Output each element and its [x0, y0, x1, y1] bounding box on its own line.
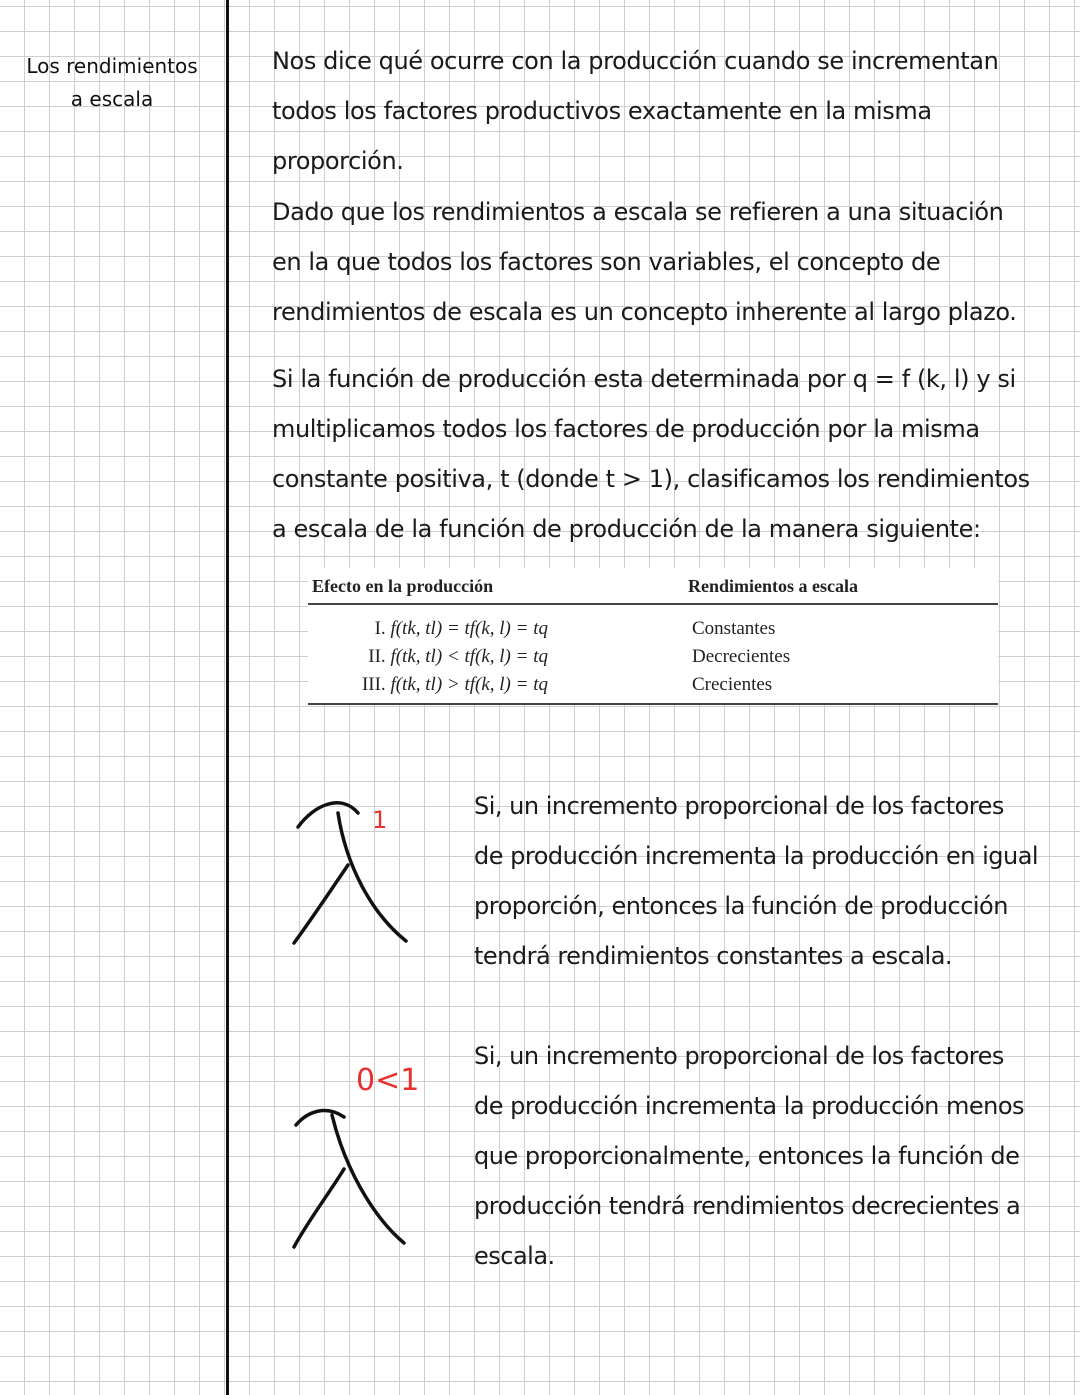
row-expression: I. f(tk, tl) = tf(k, l) = tq: [374, 618, 548, 639]
constant-returns-paragraph: Si, un incremento proporcional de los factores de producción incrementa la producción en igual proporción, entonces la función de producción tendrá rendimientos constantes a escala.: [474, 792, 1039, 970]
returns-table: [308, 568, 998, 705]
row-expression: II. f(tk, tl) < tf(k, l) = tq: [368, 646, 548, 667]
row-label: Decrecientes: [692, 646, 791, 667]
table-row: [308, 615, 998, 643]
margin-line: [226, 0, 229, 1395]
section-title-line1: Los rendimientos: [26, 54, 198, 78]
row-label: Constantes: [692, 618, 776, 639]
returns-table-body: [308, 605, 998, 705]
table-row: [308, 671, 998, 699]
long-run-paragraph: Dado que los rendimientos a escala se refieren a una situación en la que todos los factores son variables, el concepto de rendimientos de escala es un concepto inherente al largo plazo.: [272, 198, 1017, 326]
lambda-note-1: 1: [372, 806, 388, 834]
section-title: [22, 50, 202, 116]
section-title-line2: a escala: [70, 87, 154, 111]
lambda-icon: [286, 795, 416, 955]
classification-paragraph: Si la función de producción esta determinada por q = f (k, l) y si multiplicamos todos los factores de producción por la misma constante positiva, t (donde t > 1), clasificamos los rendimientos a escala de la función de producción de la manera siguiente:: [272, 365, 1030, 543]
row-expression: III. f(tk, tl) > tf(k, l) = tq: [361, 674, 548, 695]
table-row: [308, 643, 998, 671]
lambda-icon: [286, 1103, 416, 1253]
lambda-note-2: 0<1: [356, 1063, 420, 1098]
returns-table-header: [308, 568, 998, 605]
row-label: Crecientes: [692, 674, 773, 695]
header-effect: Efecto en la producción: [312, 576, 494, 596]
decreasing-returns-paragraph: Si, un incremento proporcional de los factores de producción incrementa la producción menos que proporcionalmente, entonces la función de producción tendrá rendimientos decrecientes a escala.: [474, 1042, 1025, 1270]
header-returns: Rendimientos a escala: [688, 576, 858, 596]
definition-paragraph: Nos dice qué ocurre con la producción cuando se incrementan todos los factores productivos exactamente en la misma proporción.: [272, 47, 999, 175]
